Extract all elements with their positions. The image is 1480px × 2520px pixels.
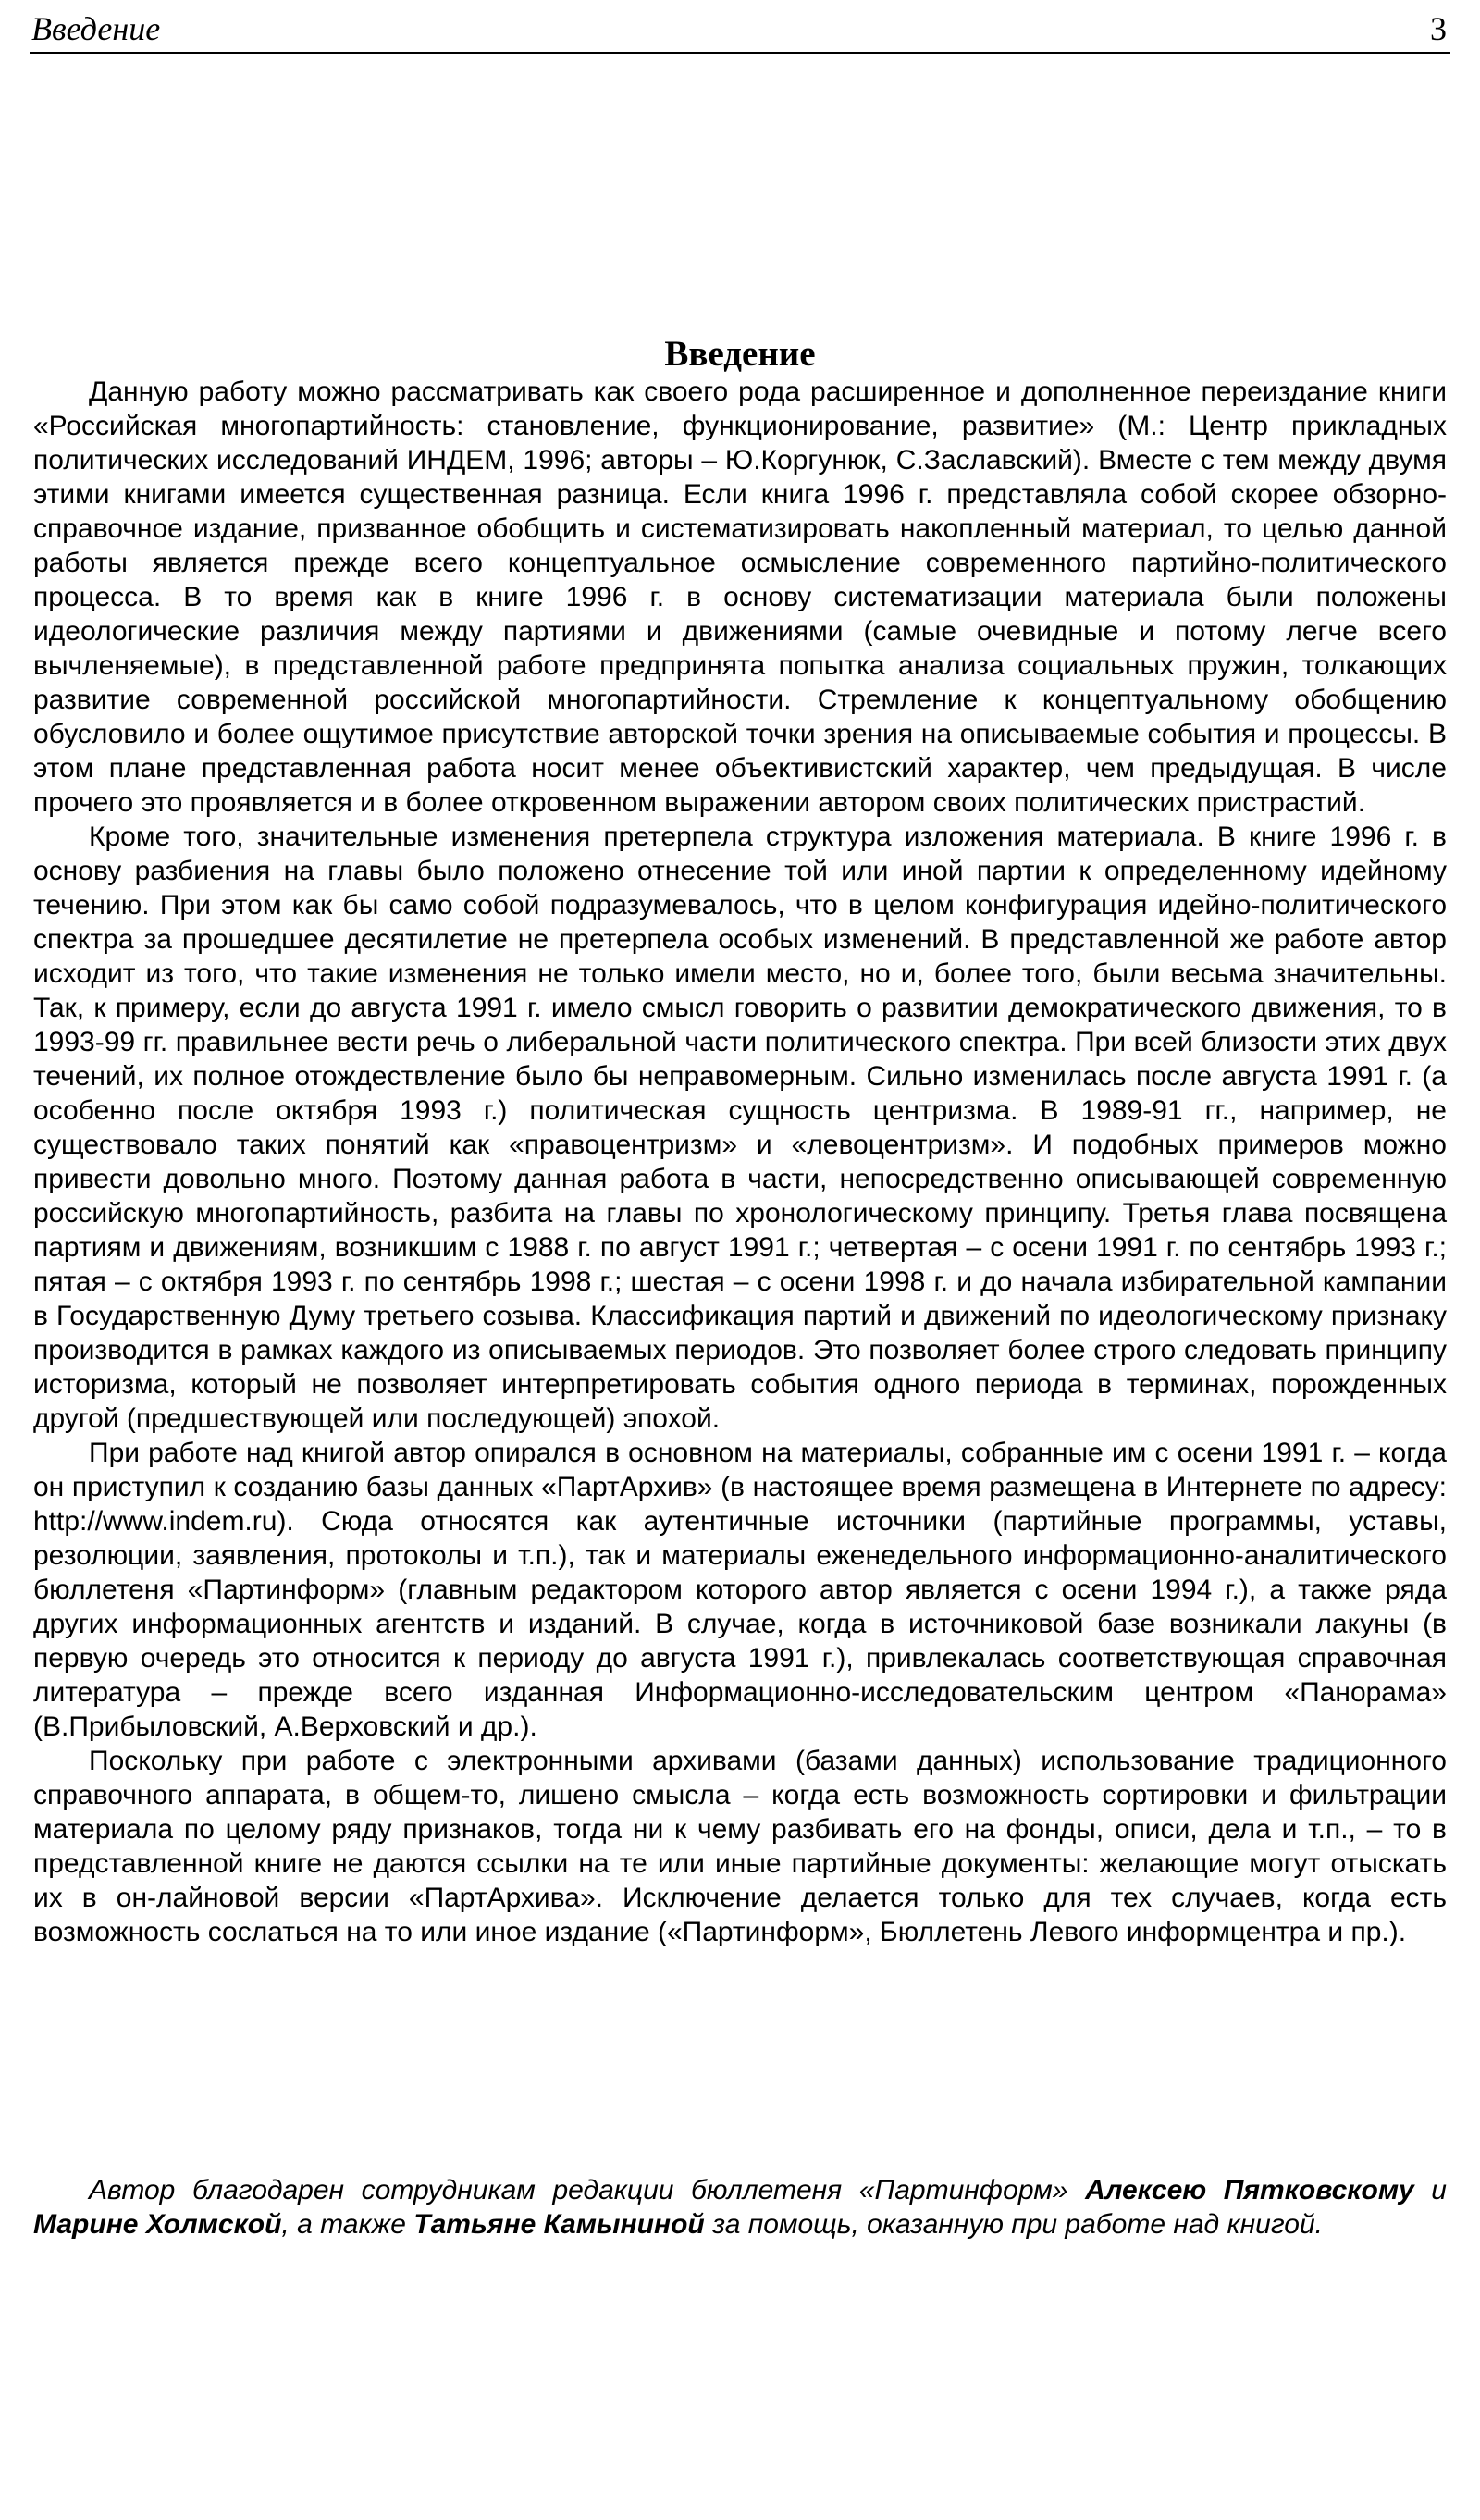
acknowledged-person-2: Марине Холмской (33, 2209, 282, 2240)
acknowledged-person-1: Алексею Пятковскому (1085, 2175, 1414, 2205)
paragraph-3: При работе над книгой автор опирался в основном на материалы, собранные им с осени 1991 г. – когда он приступил к созданию базы данных «ПартАрхив» (в настоящее время размещена в Интернете по адресу: http://www.indem.ru). Сюда относятся как аутентичные источники (партийные программы, уставы, резолюции, заявления, протоколы и т.п.), так и материалы еженедельного информационно-аналитического бюллетеня «Партинформ» (главным редактором которого автор является с осени 1994 г.), а также ряда других информационных агентств и изданий. В случае, когда в источниковой базе возникали лакуны (в первую очередь это относится к периоду до августа 1991 г.), привлекалась соответствующая справочная литература – прежде всего изданная Информационно-исследовательским центром «Панорама» (В.Прибыловский, А.Верховский и др.). (33, 1438, 1447, 1742)
chapter-title: Введение (664, 334, 816, 375)
acknowledgment-text-2: и (1413, 2175, 1447, 2205)
paragraph-2: Кроме того, значительные изменения претерпела структура изложения материала. В книге 1996 г. в основу разбиения на главы было положено отнесение той или иной партии к определенному идейному течению. При этом как бы само собой подразумевалось, что в целом конфигурация идейно-политического спектра за прошедшее десятилетие не претерпела особых изменений. В представленной же работе автор исходит из того, что такие изменения не только имели место, но и, более того, были весьма значительны. Так, к примеру, если до августа 1991 г. имело смысл говорить о развитии демократического движения, то в 1993-99 гг. правильнее вести речь о либеральной части политического спектра. При всей близости этих двух течений, их полное отождествление было бы неправомерным. Сильно изменилась после августа 1991 г. (а особенно после октября 1993 г.) политическая сущность центризма. В 1989-91 гг., например, не существовало таких понятий как «правоцентризм» и «левоцентризм». И подобных примеров можно привести довольно много. Поэтому данная работа в части, непосредственно описывающей современную российскую многопартийность, разбита на главы по хронологическому принципу. Третья глава посвящена партиям и движениям, возникшим с 1988 г. по август 1991 г.; четвертая – с осени 1991 г. по сентябрь 1993 г.; пятая – с октября 1993 г. по сентябрь 1998 г.; шестая – с осени 1998 г. и до начала избирательной кампании в Государственную Думу третьего созыва. Классификация партий и движений по идеологическому признаку производится в рамках каждого из описываемых периодов. Это позволяет более строго следовать принципу историзма, который не позволяет интерпретировать события одного периода в терминах, порожденных другой (предшествующей или последующей) эпохой. (33, 821, 1447, 1434)
acknowledged-person-3: Татьяне Камыниной (413, 2209, 705, 2240)
running-title: Введение (31, 10, 161, 47)
page-number: 3 (1430, 10, 1447, 47)
acknowledgment-text-1: Автор благодарен сотрудникам редакции бюллетеня «Партинформ» (89, 2175, 1086, 2205)
paragraph-1: Данную работу можно рассматривать как своего рода расширенное и дополненное переиздание книги «Российская многопартийность: становление, функционирование, развитие» (М.: Центр прикладных политических исследований ИНДЕМ, 1996; авторы – Ю.Коргунюк, С.Заславский). Вместе с тем между двумя этими книгами имеется существенная разница. Если книга 1996 г. представляла собой скорее обзорно-справочное издание, призванное обобщить и систематизировать накопленный материал, то целью данной работы является прежде всего концептуальное осмысление современного партийно-политического процесса. В то время как в книге 1996 г. в основу систематизации материала были положены идеологические различия между партиями и движениями (самые очевидные и потому легче всего вычленяемые), в представленной работе предпринята попытка анализа социальных пружин, толкающих развитие современной российской многопартийности. Стремление к концептуальному обобщению обусловило и более ощутимое присутствие авторской точки зрения на описываемые события и процессы. В этом плане представленная работа носит менее объективистский характер, чем предыдущая. В числе прочего это проявляется и в более откровенном выражении автором своих политических пристрастий. (33, 377, 1447, 818)
acknowledgment (33, 2173, 1447, 2242)
body-text (33, 375, 1447, 1949)
paragraph-4: Поскольку при работе с электронными архивами (базами данных) использование традиционного справочного аппарата, в общем-то, лишено смысла – когда есть возможность сортировки и фильтрации материала по целому ряду признаков, тогда ни к чему разбивать его на фонды, описи, дела и т.п., – то в представленной книге не даются ссылки на те или иные партийные документы: желающие могут отыскать их в он-лайновой версии «ПартАрхива». Исключение делается только для тех случаев, когда есть возможность сослаться на то или иное издание («Партинформ», Бюллетень Левого информцентра и пр.). (33, 1746, 1447, 1947)
acknowledgment-text-3: , а также (281, 2209, 414, 2240)
acknowledgment-text-4: за помощь, оказанную при работе над книгой. (704, 2209, 1323, 2240)
running-header (30, 4, 1450, 54)
